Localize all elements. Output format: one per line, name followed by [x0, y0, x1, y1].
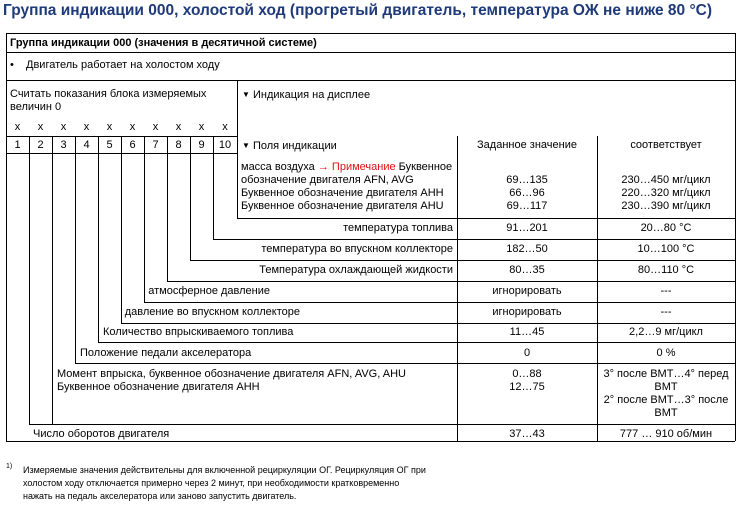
row-corresponds: 230…390 мг/цикл: [621, 200, 711, 212]
read-block-line1: Считать показания блока измеряемых: [10, 88, 207, 100]
field-number: 1: [14, 139, 21, 151]
row-label-line: Буквенное обозначение двигателя AHH: [241, 187, 444, 199]
row-corresponds: ---: [660, 306, 672, 318]
row-corresponds: 0 %: [656, 347, 676, 359]
row-specified: 12…75: [509, 381, 545, 393]
row-label: Положение педали акселератора: [80, 347, 252, 359]
triangle-down-icon: ▼: [242, 90, 250, 99]
col-header-fields: [242, 139, 337, 153]
row-label: Количество впрыскиваемого топлива: [103, 326, 294, 338]
arrow-right-icon: →: [317, 161, 329, 173]
x-mark: x: [83, 121, 90, 133]
footnote-marker: 1): [6, 463, 13, 470]
note-link[interactable]: Примечание: [331, 161, 396, 173]
row-specified: 69…117: [506, 200, 548, 212]
row-specified: 182…50: [506, 243, 548, 255]
condition-text: Двигатель работает на холостом ходу: [26, 59, 220, 71]
x-mark: x: [60, 121, 67, 133]
footnote-line: Измеряемые значения действительны для включенной рециркуляции ОГ. Рециркуляция ОГ при: [23, 465, 426, 475]
row-specified: 80…35: [509, 264, 545, 276]
row-specified: игнорировать: [492, 306, 562, 318]
row-label-line: Буквенное обозначение двигателя AHH: [57, 381, 260, 393]
field-number: 2: [37, 139, 44, 151]
row-corresponds: ---: [660, 285, 672, 297]
row-label: атмосферное давление: [148, 285, 270, 297]
page-title: Группа индикации 000, холостой ход (прогретый двигатель, температура ОЖ не ниже 80 °C): [3, 2, 713, 19]
col-header-corresponds: соответствует: [630, 139, 702, 151]
row-corresponds: ВМТ: [654, 381, 678, 393]
row-specified: 0…88: [512, 368, 542, 380]
field-number: 8: [175, 139, 182, 151]
field-number: 10: [218, 139, 232, 151]
row-label-line: обозначение двигателя AFN, AVG: [241, 174, 414, 186]
row-label: Температура охлаждающей жидкости: [259, 264, 453, 276]
x-mark: x: [222, 121, 228, 133]
field-number: 7: [152, 139, 159, 151]
condition-bullet: •: [10, 59, 14, 71]
x-mark: x: [129, 121, 136, 133]
row-specified: 37…43: [509, 428, 545, 440]
field-number: 4: [83, 139, 90, 151]
x-mark: x: [152, 121, 159, 133]
row-corresponds: 80…110 °C: [637, 264, 695, 276]
field-number: 9: [198, 139, 205, 151]
row-label-line: масса воздуха → Примечание Буквенное: [241, 161, 453, 173]
row-specified: 11…45: [509, 326, 545, 338]
row-corresponds: 10…100 °C: [637, 243, 695, 255]
field-number: 5: [106, 139, 113, 151]
row-corresponds: 2° после ВМТ…3° после: [603, 394, 729, 406]
row-label: Число оборотов двигателя: [33, 428, 170, 440]
display-label-text: Индикация на дисплее: [252, 89, 371, 101]
row-specified: 69…135: [506, 174, 548, 186]
footnote-line: нажать на педаль акселератора или заново запустить двигатель.: [23, 491, 297, 501]
x-mark: x: [14, 121, 21, 133]
row-label-line: Момент впрыска, буквенное обозначение двигателя AFN, AVG, AHU: [57, 368, 406, 380]
row-corresponds: 777 … 910 об/мин: [619, 428, 713, 440]
footnote-line: холостом ходу отключается примерно через 2 минут, при необходимости кратковременно: [23, 478, 400, 488]
table-header: Группа индикации 000 (значения в десятичной системе): [10, 37, 317, 49]
row-corresponds: 230…450 мг/цикл: [621, 174, 711, 186]
row-specified: 91…201: [506, 222, 548, 234]
display-label: [242, 88, 370, 102]
row-corresponds: 2,2…9 мг/цикл: [629, 326, 703, 338]
row-label: давление во впускном коллекторе: [124, 306, 300, 318]
row-specified: 0: [523, 347, 531, 359]
row-corresponds: ВМТ: [654, 407, 678, 419]
read-block-line2: величин 0: [10, 101, 62, 113]
row-corresponds: 220…320 мг/цикл: [621, 187, 711, 199]
row-label-line: Буквенное обозначение двигателя AHU: [241, 200, 444, 212]
x-mark: x: [198, 121, 205, 133]
row-corresponds: 3° после ВМТ…4° перед: [603, 368, 729, 380]
field-number: 6: [129, 139, 136, 151]
col-header-fields-text: Поля индикации: [252, 140, 337, 152]
row-label: температура во впускном коллекторе: [261, 243, 453, 255]
row-specified: игнорировать: [492, 285, 562, 297]
x-mark: x: [106, 121, 113, 133]
row-specified: 66…96: [509, 187, 545, 199]
triangle-down-icon: ▼: [242, 141, 250, 150]
x-mark: x: [37, 121, 44, 133]
x-mark: x: [175, 121, 182, 133]
col-header-specified: Заданное значение: [477, 139, 577, 151]
field-number: 3: [60, 139, 67, 151]
row-corresponds: 20…80 °C: [640, 222, 692, 234]
row-label: температура топлива: [343, 222, 453, 234]
